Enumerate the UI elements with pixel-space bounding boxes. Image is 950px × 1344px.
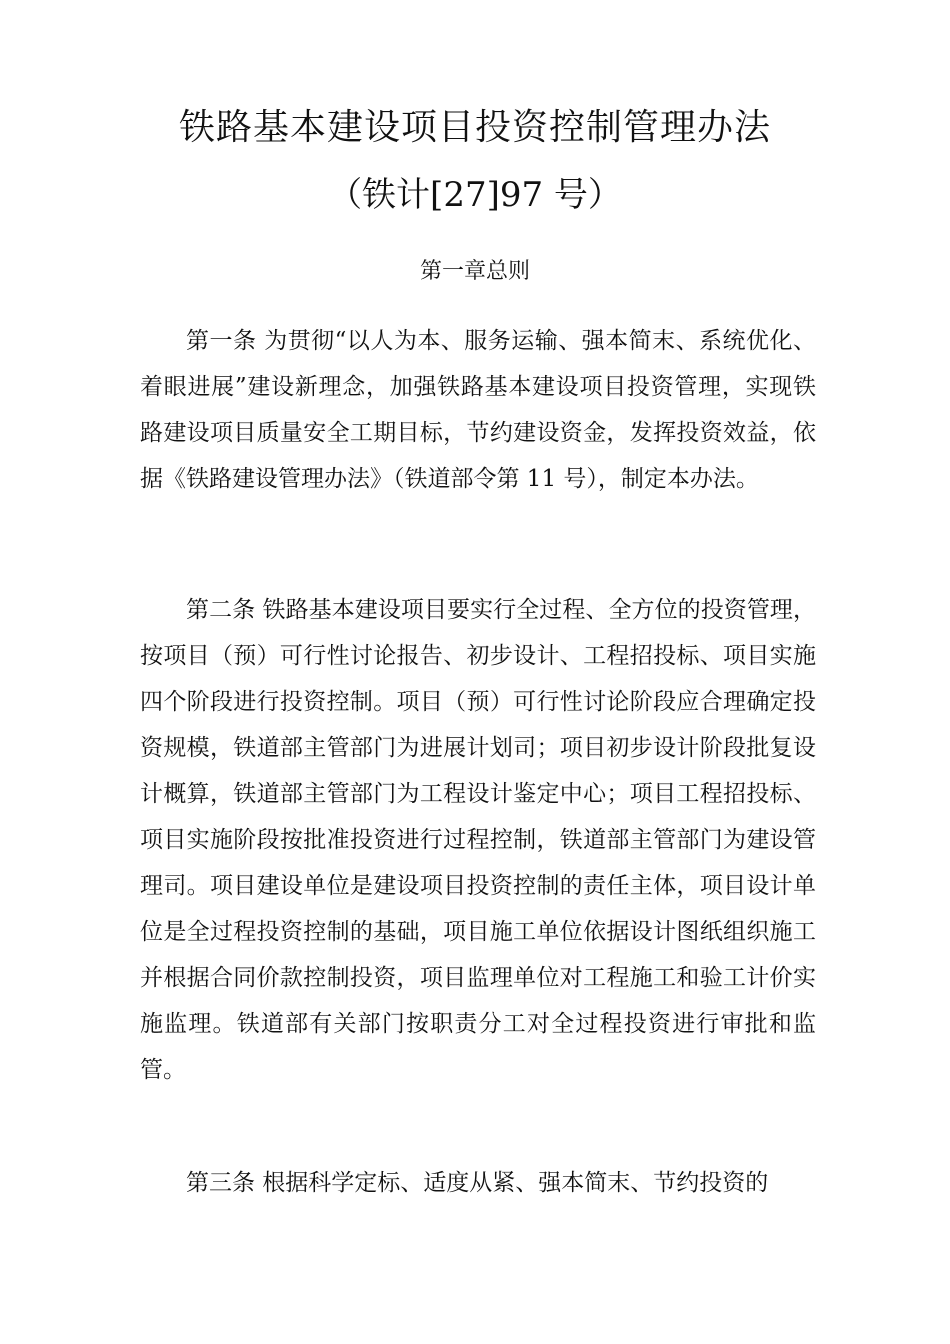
- article-1-paragraph: 第一条 为贯彻“以人为本、服务运输、强本简末、系统优化、着眼进展”建设新理念，加强铁路基本建设项目投资管理，实现铁路建设项目质量安全工期目标，节约建设资金，发挥投资效益，依据《铁路建设管理办法》（铁道部令第 11 号），制定本办法。: [140, 328, 816, 492]
- document-title: 铁路基本建设项目投资控制管理办法: [178, 107, 771, 148]
- document-number: （铁计[27]97 号）: [328, 175, 622, 215]
- article-3-paragraph: 第三条 根据科学定标、适度从紧、强本简末、节约投资的: [186, 1170, 769, 1196]
- article-2-paragraph: 第二条 铁路基本建设项目要实行全过程、全方位的投资管理，按项目（预）可行性讨论报告、初步设计、工程招投标、项目实施四个阶段进行投资控制。项目（预）可行性讨论阶段应合理确定投资规模，铁道部主管部门为进展计划司；项目初步设计阶段批复设计概算，铁道部主管部门为工程设计鉴定中心；项目工程招投标、项目实施阶段按批准投资进行过程控制，铁道部主管部门为建设管理司。项目建设单位是建设项目投资控制的责任主体，项目设计单位是全过程投资控制的基础，项目施工单位依据设计图纸组织施工并根据合同价款控制投资，项目监理单位对工程施工和验工计价实施监理。铁道部有关部门按职责分工对全过程投资进行审批和监管。: [140, 597, 816, 1083]
- chapter-heading: 第一章总则: [419, 259, 530, 284]
